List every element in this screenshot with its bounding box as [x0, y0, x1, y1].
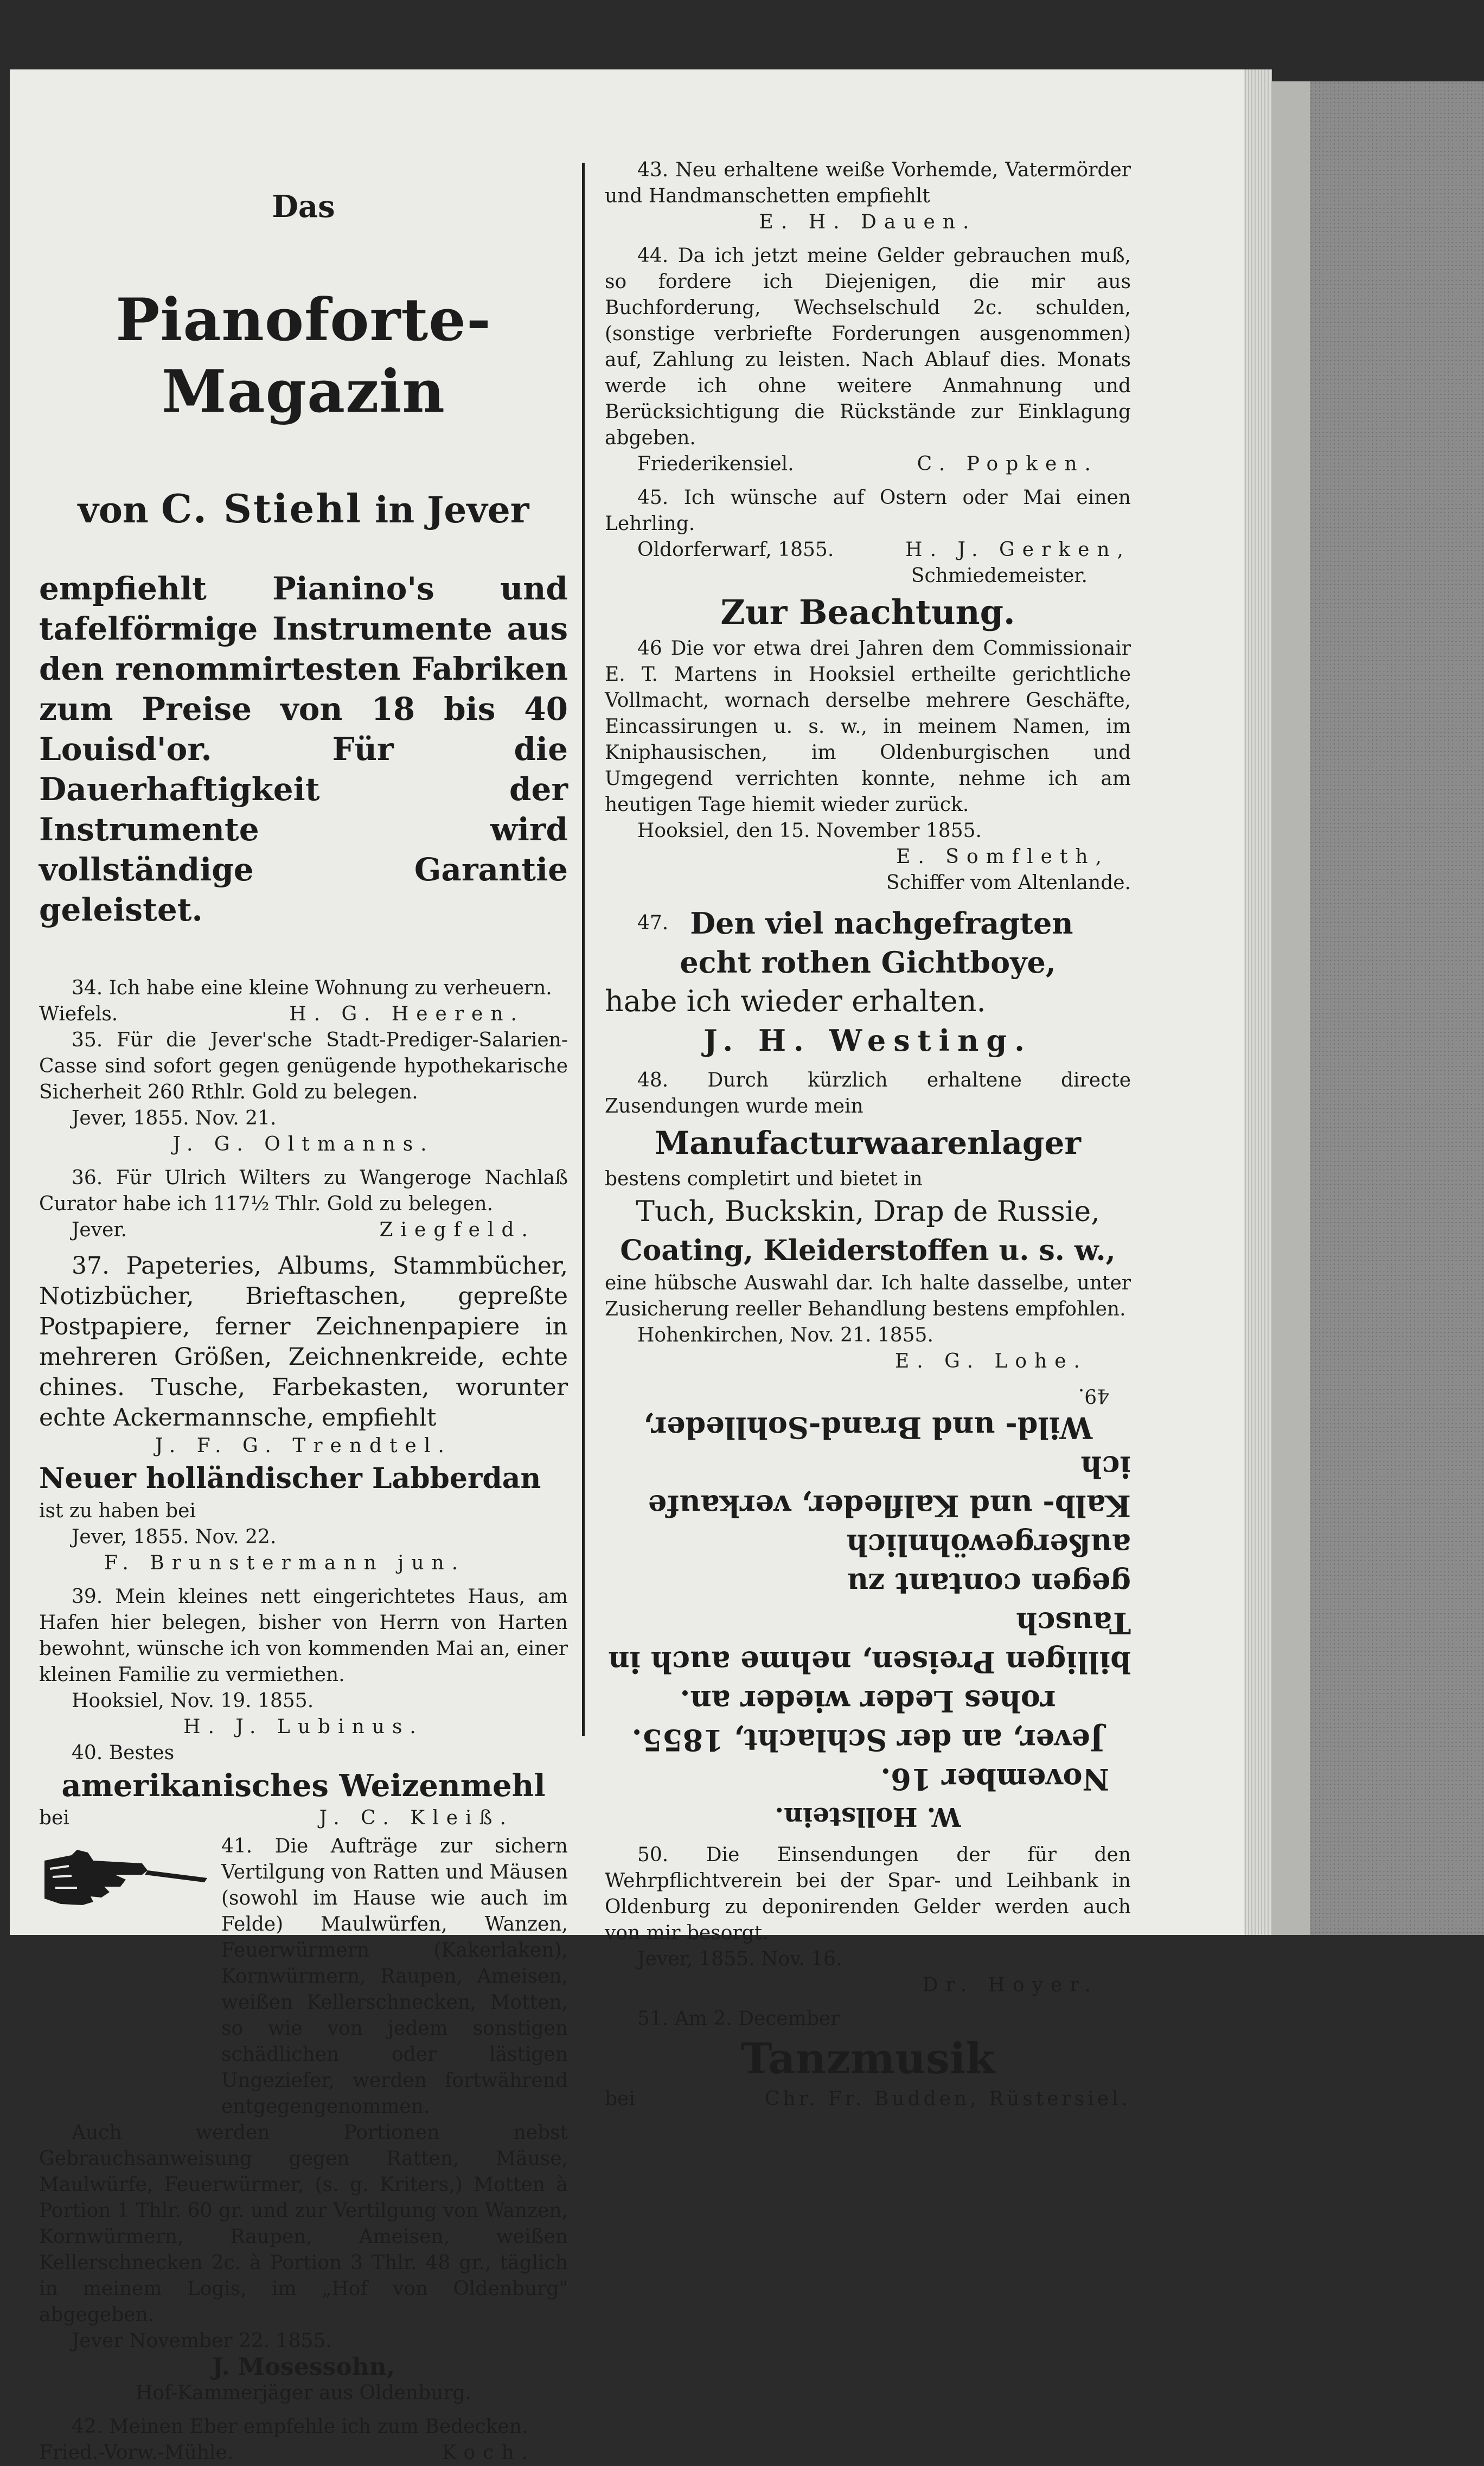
notice-37-sign: J. F. G. Trendtel.: [155, 1435, 452, 1457]
column-divider: [582, 163, 585, 1736]
notice-43: [605, 157, 1131, 235]
notice-46-sign2: Schiffer vom Altenlande.: [886, 872, 1131, 894]
notice-35: [39, 1027, 568, 1158]
notice-42: [39, 2414, 568, 2466]
notice-35-sign: J. G. Oltmanns.: [172, 1133, 434, 1155]
notice-48: [605, 1068, 1131, 1375]
notice-34-place: Wiefels.: [39, 1003, 118, 1025]
notice-50-text: 50. Die Einsendungen der für den Wehrpflichtverein bei der Spar- und Leihbank in Oldenburg zu deponirenden Gelder werden auch von mir besorgt.: [605, 1844, 1131, 1944]
ad-title: Pianoforte-Magazin: [116, 286, 491, 426]
ad-pianoforte-magazin: [39, 188, 568, 930]
notice-36-sign: Ziegfeld.: [379, 1219, 535, 1241]
notice-47-num: 47.: [637, 912, 669, 934]
notice-46-head: Zur Beachtung.: [720, 592, 1015, 632]
notice-47-line3: habe ich wieder erhalten.: [605, 984, 986, 1018]
notice-44: [605, 243, 1131, 477]
notice-46: [605, 589, 1131, 896]
notice-45-sign: H. J. Gerken,: [905, 539, 1131, 561]
notice-46-sign: E. Somfleth,: [896, 846, 1109, 868]
notice-50-sign: Dr. Hoyer.: [922, 1974, 1098, 1996]
notice-38: [39, 1459, 568, 1576]
notice-48-sign: E. G. Lohe.: [894, 1350, 1088, 1372]
notice-37: [39, 1251, 568, 1459]
notice-41: [39, 1835, 568, 2406]
notice-39-text: 39. Mein kleines nett eingerichtetes Haus, am Hafen hier belegen, bisher von Herrn von Harten bewohnt, wünsche ich von kommenden Mai an, einer kleinen Familie zu vermiethen.: [39, 1586, 568, 1686]
notice-42-place: Fried.-Vorw.-Mühle.: [39, 2442, 234, 2464]
notice-48-text2: bestens completirt und bietet in: [605, 1168, 923, 1190]
notice-40-head: amerikanisches Weizenmehl: [61, 1768, 546, 1804]
notice-41-place: Jever November 22. 1855.: [72, 2330, 332, 2352]
notice-40: [39, 1740, 568, 1831]
notice-40-sign: J. C. Kleiß.: [319, 1807, 514, 1829]
notice-47-line1: Den viel nachgefragten: [690, 906, 1073, 941]
notice-49-line3: Kalb- und Kalfleder, verkaufe ich: [648, 1449, 1131, 1523]
notice-34-text: 34. Ich habe eine kleine Wohnung zu verheuern.: [72, 977, 552, 999]
notice-49-line1: 49.: [1078, 1384, 1109, 1407]
notice-41-text2: Auch werden Portionen nebst Gebrauchsanweisung gegen Ratten, Mäuse, Maulwürfe, Feuerwürmer, (s. g. Kriters,) Motten à Portion 1 Thlr. 60 gr. und zur Vertilgung von Wanzen, Kornwürmern, Raupen, Ameisen, weißen Kellerschnecken 2c. à Portion 3 Thlr. 48 gr., täglich in meinem Logis, im „Hof von Oldenburg" abgegeben.: [39, 2122, 568, 2326]
notice-39-sign: H. J. Lubinus.: [183, 1716, 424, 1738]
notice-49-line4: gegen contant zu außergewöhnlich: [846, 1528, 1131, 1601]
notice-48-head: Manufacturwaarenlager: [655, 1125, 1081, 1161]
notice-38-sign: F. Brunstermann jun.: [104, 1552, 466, 1574]
notice-40-text: 40. Bestes: [72, 1742, 175, 1764]
notice-47-sign: J. H. Westing.: [703, 1023, 1032, 1058]
notice-35-text: 35. Für die Jever'sche Stadt-Prediger-Salarien-Casse sind sofort gegen genügende hypothekarische Sicherheit 260 Rthlr. Gold zu belegen.: [39, 1029, 568, 1103]
notice-51: [605, 2006, 1131, 2112]
left-column: [39, 157, 568, 2466]
ad-von: von: [78, 489, 149, 531]
notice-48-text: 48. Durch kürzlich erhaltene directe Zusendungen wurde mein: [605, 1069, 1131, 1117]
notice-46-text: 46 Die vor etwa drei Jahren dem Commissionair E. T. Martens in Hooksiel ertheilte gerichtliche Vollmacht, wornach derselbe mehrere Geschäfte, Eincassirungen u. s. w., in meinem Namen, im Kniphausischen, im Oldenburgischen und Umgegend verrichten konnte, nehme ich am heutigen Tage hiemit wieder zurück.: [605, 637, 1131, 816]
notice-51-bei: bei: [605, 2088, 635, 2110]
ad-von-line: [39, 486, 568, 533]
notice-45-text: 45. Ich wünsche auf Ostern oder Mai einen Lehrling.: [605, 487, 1131, 535]
notice-36-text: 36. Für Ulrich Wilters zu Wangeroge Nachlaß Curator habe ich 117½ Thlr. Gold zu belegen.: [39, 1167, 568, 1215]
notice-51-text: 51. Am 2. December: [637, 2008, 840, 2030]
notice-41-text: 41. Die Aufträge zur sichern Vertilgung von Ratten und Mäusen (sowohl im Hause wie auch im Felde) Maulwürfen, Wanzen, Feuerwürmern (Kakerlaken), Kornwürmern, Raupen, Ameisen, weißen Kellerschnecken, Motten, so wie von jedem sonstigen schädlichen oder lästigen Ungeziefer, werden fortwährend entgegengenommen.: [221, 1835, 568, 2118]
notice-45-sign2: Schmiedemeister.: [911, 565, 1088, 587]
notice-34: [39, 975, 568, 1027]
notice-45: [605, 485, 1131, 589]
notice-40-bei: bei: [39, 1807, 69, 1829]
notice-45-place: Oldorferwarf, 1855.: [637, 539, 834, 561]
notice-36: [39, 1165, 568, 1243]
book-cover-edge: [1272, 81, 1310, 1935]
notice-42-sign: Koch.: [442, 2442, 535, 2464]
ad-das: Das: [272, 189, 335, 225]
notice-49-line6: rohes Leder wieder an.: [680, 1684, 1056, 1718]
notice-38-place: Jever, 1855. Nov. 22.: [72, 1526, 277, 1548]
notice-43-sign: E. H. Dauen.: [759, 211, 977, 233]
notice-50: [605, 1842, 1131, 1998]
notice-48-line2: Coating, Kleiderstoffen u. s. w.,: [620, 1234, 1116, 1267]
notice-39-place: Hooksiel, Nov. 19. 1855.: [72, 1690, 314, 1712]
notice-44-sign: C. Popken.: [917, 453, 1098, 475]
ad-in: in Jever: [375, 489, 529, 531]
notice-48-line1: Tuch, Buckskin, Drap de Russie,: [636, 1196, 1100, 1228]
notice-46-place: Hooksiel, den 15. November 1855.: [637, 820, 982, 842]
notice-51-sign: Chr. Fr. Budden, Rüstersiel.: [764, 2088, 1131, 2110]
notice-48-place: Hohenkirchen, Nov. 21. 1855.: [637, 1324, 933, 1346]
notice-37-text: 37. Papeteries, Albums, Stammbücher, Notizbücher, Brieftaschen, gepreßte Postpapiere, ferner Zeichnenpapiere in mehreren Größen, Zeichnenkreide, echte chines. Tusche, Farbekasten, worunter echte Ackermannsche, empfiehlt: [39, 1252, 568, 1432]
notice-36-place: Jever.: [72, 1219, 127, 1241]
notice-51-head: Tanzmusik: [740, 2034, 995, 2084]
ad-body: empfiehlt Pianino's und tafelförmige Instrumente aus den renommirtesten Fabriken zum Preise von 18 bis 40 Louisd'or. Für die Dauerhaftigkeit der Instrumente wird vollständige Garantie geleistet.: [39, 570, 568, 928]
notice-34-sign: H. G. Heeren.: [289, 1003, 524, 1025]
notice-47: [605, 904, 1131, 1060]
notice-35-place: Jever, 1855. Nov. 21.: [72, 1107, 277, 1129]
notice-49-line5: billigen Preisen, nehme auch in Tausch: [608, 1606, 1131, 1679]
notice-42-text: 42. Meinen Eber empfehle ich zum Bedecken.: [72, 2416, 528, 2438]
notice-44-text: 44. Da ich jetzt meine Gelder gebrauchen muß, so fordere ich Diejenigen, die mir aus Buchforderung, Wechselschuld 2c. schulden, (sonstige verbriefte Forderungen ausgenommen) auf, Zahlung zu leisten. Nach Ablauf dies. Monats werde ich ohne weitere Anmahnung und Berücksichtigung die Rückstände zur Einklagung abgeben.: [605, 245, 1131, 449]
notice-49-line2: Wild- und Brand-Sohlleder,: [643, 1410, 1093, 1445]
right-column: [605, 157, 1131, 2112]
notice-49-upside-down: [605, 1382, 1131, 1835]
notice-44-place: Friederikensiel.: [637, 453, 794, 475]
notice-49-line8: November 16.: [880, 1762, 1109, 1797]
notice-41-sign2: Hof-Kammerjäger aus Oldenburg.: [135, 2382, 472, 2404]
notice-39: [39, 1584, 568, 1740]
notice-38-text: ist zu haben bei: [39, 1500, 196, 1522]
notice-43-text: 43. Neu erhaltene weiße Vorhemde, Vatermörder und Handmanschetten empfiehlt: [605, 159, 1131, 207]
page-stack-edge: [1239, 69, 1272, 1935]
notice-38-head: Neuer holländischer Labberdan: [39, 1462, 541, 1495]
notice-49-line7: Jever, an der Schlacht, 1855.: [631, 1723, 1104, 1758]
notice-49-sign: W. Hollstein.: [775, 1801, 961, 1832]
notice-41-sign: J. Mosessohn,: [212, 2353, 395, 2381]
pointing-hand-icon: [39, 1839, 213, 1920]
ad-name: C. Stiehl: [161, 485, 363, 532]
notice-50-place: Jever, 1855. Nov. 16.: [637, 1948, 842, 1970]
notice-47-line2: echt rothen Gichtboye,: [680, 945, 1056, 980]
notice-48-text3: eine hübsche Auswahl dar. Ich halte dasselbe, unter Zusicherung reeller Behandlung bestens empfohlen.: [605, 1272, 1131, 1320]
